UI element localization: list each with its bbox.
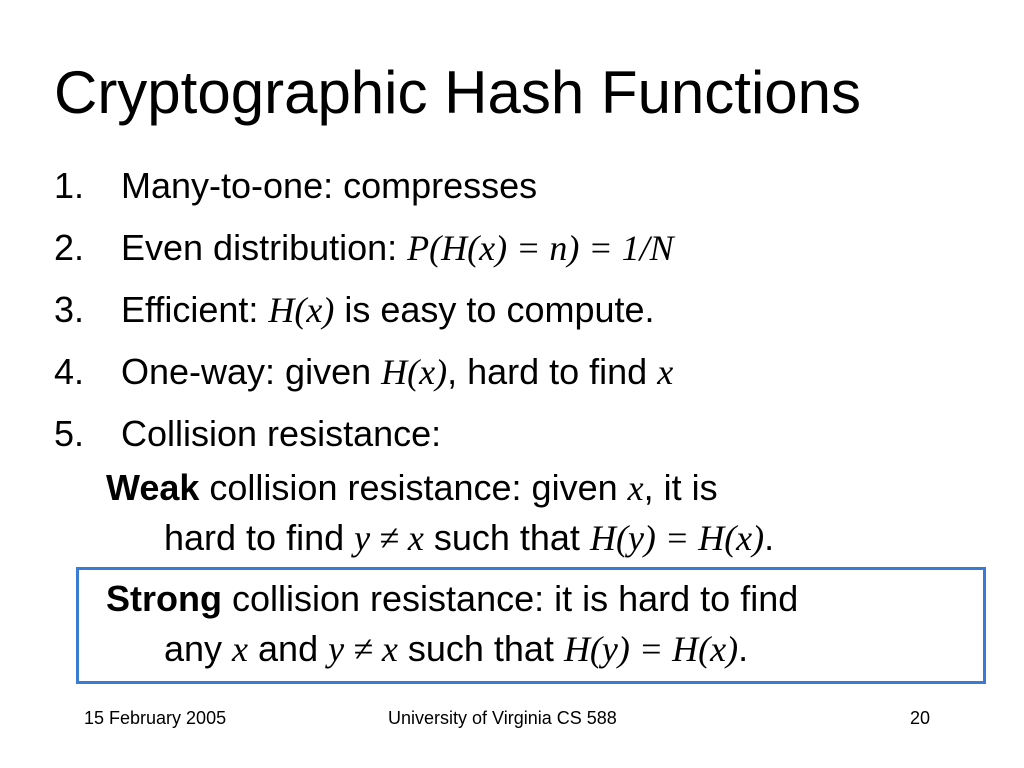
item-text: Collision resistance: — [121, 413, 442, 454]
item-text: One-way: given — [121, 351, 382, 392]
item-number: 2. — [54, 227, 85, 268]
strong-label: Strong — [106, 578, 222, 619]
weak-collision-paragraph — [106, 463, 986, 563]
item-math: H(x) — [381, 352, 448, 392]
weak-math-hy-hx: H(y) = H(x) — [589, 518, 765, 558]
weak-label: Weak — [106, 467, 200, 508]
footer-course: University of Virginia CS 588 — [388, 708, 617, 728]
item-text: Even distribution: — [121, 227, 408, 268]
weak-math-x: x — [627, 468, 644, 508]
weak-text: collision resistance: given — [199, 467, 628, 508]
item-number: 4. — [54, 351, 85, 392]
item-text-wrap — [121, 351, 673, 393]
strong-math-x: x — [232, 629, 249, 669]
strong-period: . — [738, 628, 749, 669]
weak-math-y-neq-x: y ≠ x — [354, 518, 424, 558]
strong-math-hy-hx: H(y) = H(x) — [563, 629, 739, 669]
strong-text: collision resistance: it is hard to find — [221, 578, 799, 619]
strong-collision-paragraph — [106, 574, 986, 674]
item-math: P(H(x) = n) = 1/N — [407, 228, 674, 268]
strong-math-y-neq-x: y ≠ x — [328, 629, 398, 669]
item-text-wrap — [121, 289, 655, 331]
item-suffix: is easy to compute. — [334, 289, 655, 330]
weak-period: . — [764, 517, 775, 558]
weak-line-2 — [106, 513, 986, 563]
item-number: 3. — [54, 289, 85, 330]
slide-title: Cryptographic Hash Functions — [54, 59, 862, 126]
weak-line-1 — [106, 463, 986, 513]
item-math: H(x) — [268, 290, 335, 330]
strong-such-that: such that — [397, 628, 564, 669]
item-text: Many-to-one: compresses — [121, 165, 538, 206]
item-number: 1. — [54, 165, 85, 206]
weak-such-that: such that — [423, 517, 590, 558]
strong-text-2: any — [164, 628, 233, 669]
item-text-wrap — [121, 227, 674, 269]
strong-and: and — [248, 628, 329, 669]
weak-text-2: hard to find — [164, 517, 355, 558]
item-text: Efficient: — [121, 289, 269, 330]
weak-text-end: , it is — [643, 467, 718, 508]
item-math-2: x — [657, 352, 674, 392]
item-number: 5. — [54, 413, 85, 454]
item-mid: , hard to find — [447, 351, 658, 392]
footer-page-number: 20 — [910, 708, 931, 728]
strong-line-2 — [106, 624, 986, 674]
strong-line-1 — [106, 574, 986, 624]
footer-date: 15 February 2005 — [84, 708, 227, 728]
